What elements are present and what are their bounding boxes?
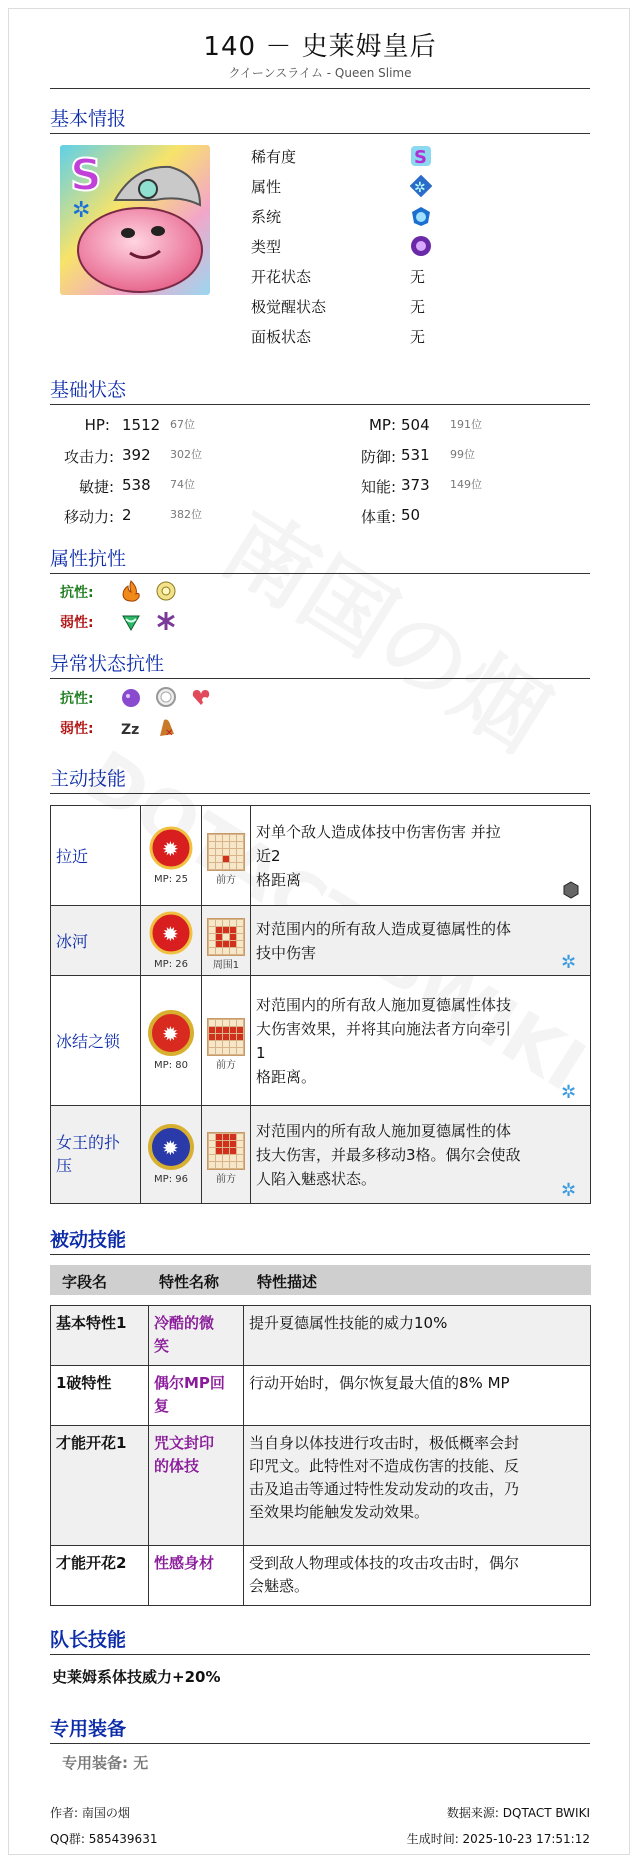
footer-time: 生成时间: 2025-10-23 17:51:12 [406, 1832, 590, 1846]
skill-icon-cell [141, 906, 202, 976]
page-title: 140 － 史莱姆皇后 [203, 32, 437, 62]
passive-desc-line: 当自身以体技进行攻击时，极低概率会封 [249, 1434, 520, 1452]
status-resist-label: 抗性: [60, 691, 94, 707]
skill-desc-line: 格距离。 [256, 1067, 317, 1086]
passive-desc-line: 击及追击等通过特性发动发动的攻击，乃 [249, 1480, 520, 1498]
skill-range-label: 前方 [216, 1059, 236, 1071]
passive-name-line: 笑 [154, 1337, 170, 1355]
stat-value-weight: 50 [401, 506, 421, 524]
stat-rank-hp: 67位 [170, 418, 195, 431]
stun-icon [155, 716, 177, 738]
skill-name-text: 冰河 [56, 932, 89, 951]
passive-row [51, 1426, 591, 1546]
skill-description [251, 906, 591, 976]
skill-description [251, 1106, 591, 1204]
info-label-type: 类型 [251, 238, 282, 256]
svg-text:✲: ✲ [561, 1180, 577, 1199]
stat-label-hp: HP: [84, 416, 110, 434]
passive-header-name: 特性名称 [159, 1273, 220, 1291]
skill-mp: MP: 80 [154, 1060, 188, 1071]
skill-icon-cell [141, 976, 202, 1106]
passive-name-line: 复 [154, 1397, 170, 1415]
info-label-rarity: 稀有度 [251, 148, 297, 166]
magic-type-icon [410, 235, 432, 261]
info-label-family: 系统 [251, 208, 282, 226]
skill-icon-cell [141, 1106, 202, 1204]
stat-value-hp: 1512 [122, 416, 161, 434]
skill-desc-line: 对范围内的所有敌人施加夏德属性的体 [256, 1121, 512, 1140]
section-attr-resist: 属性抗性 [50, 544, 590, 574]
stat-rank-mov: 382位 [170, 508, 202, 521]
footer-source: 数据来源: DQTACT BWIKI [446, 1806, 590, 1820]
charm-icon [190, 686, 212, 708]
leader-skill-text: 史莱姆系体技威力+20% [52, 1668, 221, 1686]
section-equipment: 专用装备 [50, 1714, 590, 1744]
passive-desc-line: 会魅惑。 [249, 1577, 310, 1595]
passive-desc-line: 提升夏德属性技能的威力10% [249, 1314, 448, 1332]
skill-name [51, 1106, 141, 1204]
skill-description [251, 806, 591, 906]
skill-name-text: 压 [56, 1156, 73, 1175]
passive-name-line: 咒文封印 [154, 1434, 215, 1452]
passive-name [149, 1546, 244, 1606]
seal-icon [155, 686, 177, 708]
range-grid [207, 1018, 245, 1056]
skill-desc-line: 技中伤害 [256, 943, 317, 962]
skill-mp: MP: 25 [154, 874, 188, 885]
skill-description [251, 976, 591, 1106]
skill-name-text: 女王的扑 [56, 1133, 121, 1152]
range-grid [207, 1132, 245, 1170]
footer-author: 作者: 南国の烟 [50, 1806, 130, 1820]
status-weak-label: 弱性: [60, 721, 94, 737]
attr-resist-label: 抗性: [60, 585, 94, 601]
passive-desc-line: 受到敌人物理或体技的攻击攻击时，偶尔 [249, 1554, 520, 1572]
passive-row [51, 1546, 591, 1606]
passive-name-line: 的体技 [154, 1457, 200, 1475]
page-subtitle: クイーンスライム - Queen Slime [228, 66, 412, 80]
passive-field: 基本特性1 [51, 1306, 149, 1366]
skill-desc-line: 1 [256, 1043, 266, 1062]
passive-desc [244, 1306, 591, 1366]
stat-value-mov: 2 [122, 506, 132, 524]
passive-name-line: 冷酷的微 [154, 1314, 215, 1332]
skill-desc-line: 人陷入魅惑状态。 [256, 1169, 377, 1188]
skill-range-cell [202, 1106, 251, 1204]
spell-skill-icon [148, 1124, 194, 1170]
stat-label-int: 知能: [360, 478, 396, 496]
section-passive-skills: 被动技能 [50, 1225, 590, 1255]
stat-rank-int: 149位 [450, 478, 482, 491]
passive-field: 1破特性 [51, 1366, 149, 1426]
skill-range-cell [202, 806, 251, 906]
svg-text:S: S [70, 150, 102, 201]
skill-name [51, 806, 141, 906]
stat-label-def: 防御: [360, 448, 396, 466]
info-label-awaken: 极觉醒状态 [251, 298, 327, 316]
skill-name-text: 冰结之锁 [56, 1032, 121, 1051]
passive-desc [244, 1366, 591, 1426]
svg-text:S: S [414, 147, 427, 167]
svg-text:✕: ✕ [165, 728, 174, 738]
skill-icon-cell [141, 806, 202, 906]
passive-name-line: 偶尔MP回 [154, 1374, 225, 1392]
svg-text:✹: ✹ [162, 1022, 179, 1046]
slime-family-icon [410, 205, 432, 231]
ice-attribute-icon [410, 175, 432, 201]
stat-label-atk: 攻击力: [63, 448, 114, 466]
dark-icon [155, 610, 177, 632]
neutral-attribute-icon [562, 881, 580, 899]
passive-name [149, 1366, 244, 1426]
body-skill-icon [149, 911, 193, 955]
svg-text:✲: ✲ [414, 180, 426, 196]
svg-text:✹: ✹ [162, 837, 179, 861]
stat-value-agi: 538 [122, 476, 151, 494]
section-active-skills: 主动技能 [50, 764, 590, 794]
skill-desc-line: 对单个敌人造成体技中伤害伤害 并拉 [256, 822, 501, 841]
passive-name-line: 性感身材 [154, 1554, 215, 1572]
section-leader-skill: 队长技能 [50, 1625, 590, 1655]
passive-header-field: 字段名 [62, 1273, 108, 1291]
equipment-text: 专用装备: 无 [62, 1754, 149, 1772]
skill-range-cell [202, 906, 251, 976]
passive-desc-line: 印咒文。此特性对不造成伤害的技能、反 [249, 1457, 520, 1475]
passive-table-header [50, 1265, 591, 1295]
range-grid [207, 833, 245, 871]
svg-text:✲: ✲ [561, 1082, 577, 1101]
skill-desc-line: 技大伤害，并最多移动3格。偶尔会使敌 [256, 1145, 521, 1164]
poison-icon [120, 686, 142, 708]
skill-desc-line: 格距离 [256, 870, 302, 889]
passive-desc-line: 至效果均能触发发动效果。 [249, 1503, 430, 1521]
stat-rank-mp: 191位 [450, 418, 482, 431]
stat-label-mp: MP: [368, 416, 396, 434]
ice-attribute-icon [560, 1179, 580, 1199]
skill-name [51, 976, 141, 1106]
info-value-bloom: 无 [410, 268, 426, 286]
body-skill-icon [149, 826, 193, 870]
skill-desc-line: 对范围内的所有敌人造成夏德属性的体 [256, 919, 512, 938]
svg-text:Zz: Zz [121, 722, 140, 738]
passive-name [149, 1426, 244, 1546]
stat-value-atk: 392 [122, 446, 151, 464]
section-basic-info: 基本情报 [50, 104, 590, 134]
stat-label-agi: 敏捷: [78, 478, 114, 496]
stat-label-weight: 体重: [360, 508, 396, 526]
stat-value-def: 531 [401, 446, 430, 464]
passive-skills-table [50, 1305, 591, 1606]
svg-text:✹: ✹ [162, 1136, 179, 1160]
svg-text:✲: ✲ [561, 952, 577, 971]
stat-rank-agi: 74位 [170, 478, 195, 491]
skill-desc-line: 近2 [256, 846, 281, 865]
skill-row [51, 1106, 591, 1204]
title-divider [50, 88, 590, 89]
skill-range-cell [202, 976, 251, 1106]
stat-value-mp: 504 [401, 416, 430, 434]
passive-field: 才能开花2 [51, 1546, 149, 1606]
active-skills-table [50, 805, 591, 1204]
passive-row [51, 1366, 591, 1426]
skill-row [51, 806, 591, 906]
skill-mp: MP: 26 [154, 959, 188, 970]
skill-desc-line: 对范围内的所有敌人施加夏德属性体技 [256, 995, 512, 1014]
monster-portrait [60, 145, 210, 295]
svg-text:✹: ✹ [162, 922, 179, 946]
passive-name [149, 1306, 244, 1366]
info-value-awaken: 无 [410, 298, 426, 316]
stat-rank-def: 99位 [450, 448, 475, 461]
skill-range-label: 周围1 [212, 959, 240, 971]
skill-name-text: 拉近 [56, 847, 89, 866]
passive-desc-line: 行动开始时，偶尔恢复最大值的8% MP [249, 1374, 510, 1392]
skill-row [51, 976, 591, 1106]
info-value-panel: 无 [410, 328, 426, 346]
passive-row [51, 1306, 591, 1366]
passive-desc [244, 1426, 591, 1546]
section-status-resist: 异常状态抗性 [50, 649, 590, 679]
stat-value-int: 373 [401, 476, 430, 494]
section-base-stats: 基础状态 [50, 375, 590, 405]
fire-icon [120, 580, 142, 602]
stat-label-mov: 移动力: [63, 508, 114, 526]
ice-attribute-icon [560, 1081, 580, 1101]
skill-mp: MP: 96 [154, 1174, 188, 1185]
skill-row [51, 906, 591, 976]
stat-rank-atk: 302位 [170, 448, 202, 461]
passive-header-desc: 特性描述 [257, 1273, 318, 1291]
info-label-attribute: 属性 [251, 178, 282, 196]
rarity-s-icon [410, 145, 432, 171]
svg-text:✲: ✲ [72, 198, 91, 223]
ice-attribute-icon [560, 951, 580, 971]
attr-weak-label: 弱性: [60, 615, 94, 631]
range-grid [207, 918, 245, 956]
body-skill-icon [148, 1010, 194, 1056]
skill-range-label: 前方 [216, 1173, 236, 1185]
passive-field: 才能开花1 [51, 1426, 149, 1546]
passive-desc [244, 1546, 591, 1606]
sleep-icon [120, 716, 142, 738]
wind-icon [120, 610, 142, 632]
skill-desc-line: 大伤害效果，并将其向施法者方向牵引 [256, 1019, 512, 1038]
light-icon [155, 580, 177, 602]
skill-name [51, 906, 141, 976]
footer-qq: QQ群: 585439631 [50, 1832, 158, 1846]
info-label-panel: 面板状态 [251, 328, 312, 346]
info-label-bloom: 开花状态 [251, 268, 312, 286]
skill-range-label: 前方 [216, 874, 236, 886]
